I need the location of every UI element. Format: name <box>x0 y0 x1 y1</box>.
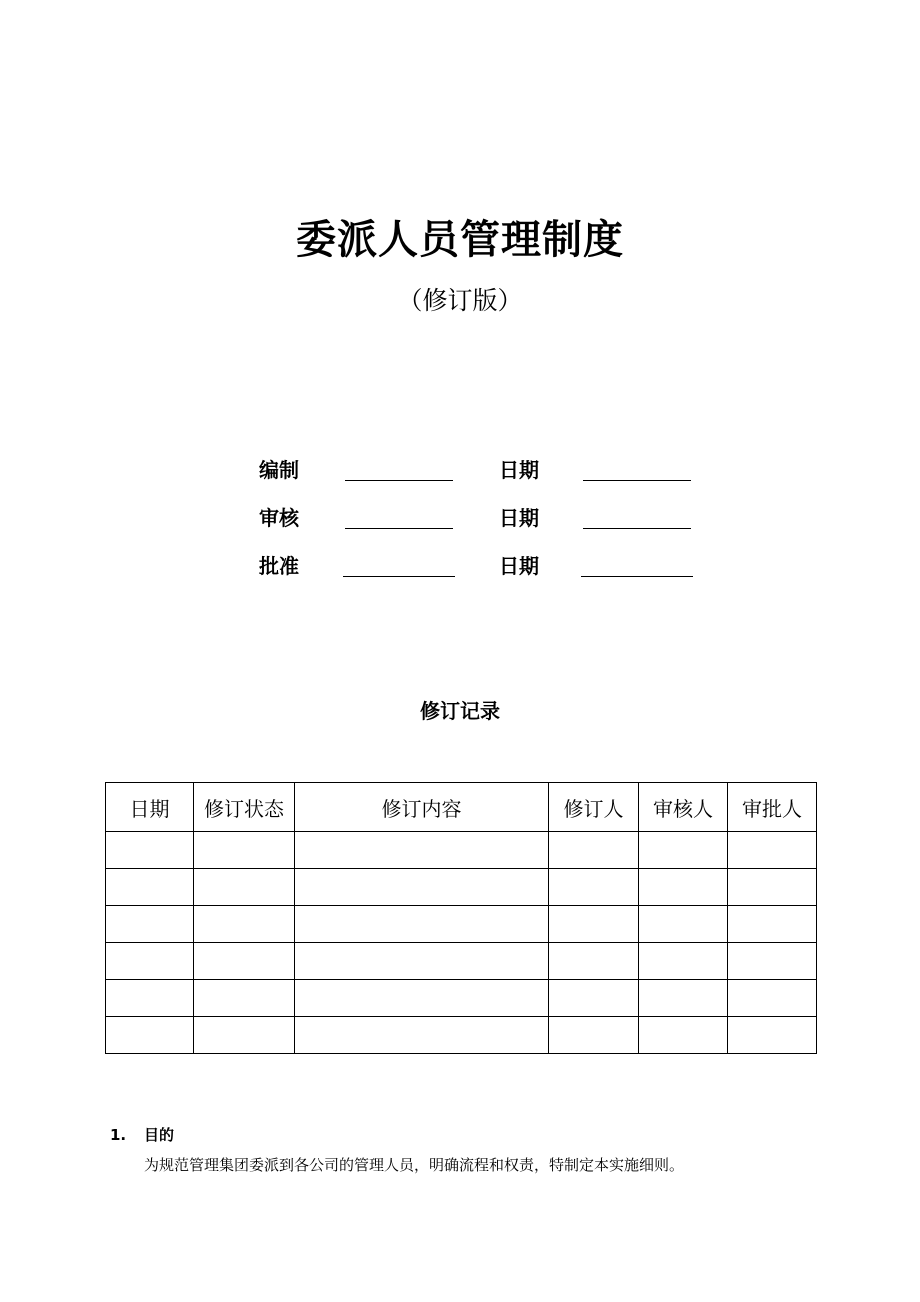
table-cell[interactable] <box>295 832 549 869</box>
table-cell[interactable] <box>194 943 295 980</box>
table-cell[interactable] <box>295 1017 549 1054</box>
revision-record-table <box>105 782 817 1054</box>
signoff-date-label: 日期 <box>499 458 539 482</box>
table-cell[interactable] <box>295 906 549 943</box>
signoff-date-line[interactable] <box>583 528 691 529</box>
table-cell[interactable] <box>194 869 295 906</box>
table-cell[interactable] <box>728 832 817 869</box>
signoff-signature-line[interactable] <box>345 528 453 529</box>
table-cell[interactable] <box>639 869 728 906</box>
signoff-role-label: 批准 <box>259 554 299 578</box>
column-header-reviewer: 审核人 <box>639 783 728 832</box>
signoff-row-compile <box>0 454 920 486</box>
column-header-content: 修订内容 <box>295 783 549 832</box>
table-cell[interactable] <box>106 906 194 943</box>
table-cell[interactable] <box>106 1017 194 1054</box>
table-cell[interactable] <box>295 980 549 1017</box>
table-cell[interactable] <box>194 832 295 869</box>
table-row <box>106 906 817 943</box>
table-cell[interactable] <box>549 980 639 1017</box>
table-cell[interactable] <box>728 906 817 943</box>
table-cell[interactable] <box>728 869 817 906</box>
table-cell[interactable] <box>194 980 295 1017</box>
column-header-date: 日期 <box>106 783 194 832</box>
signoff-date-label: 日期 <box>499 554 539 578</box>
column-header-status: 修订状态 <box>194 783 295 832</box>
section-heading-text: 目的 <box>144 1126 175 1144</box>
signoff-date-line[interactable] <box>583 480 691 481</box>
table-cell[interactable] <box>106 869 194 906</box>
table-cell[interactable] <box>639 1017 728 1054</box>
signoff-signature-line[interactable] <box>345 480 453 481</box>
table-cell[interactable] <box>106 943 194 980</box>
section-body-text: 为规范管理集团委派到各公司的管理人员，明确流程和权责，特制定本实施细则。 <box>144 1156 685 1174</box>
table-cell[interactable] <box>106 980 194 1017</box>
document-title: 委派人员管理制度 <box>296 216 624 263</box>
table-cell[interactable] <box>639 906 728 943</box>
section-heading <box>110 1124 174 1146</box>
table-cell[interactable] <box>194 1017 295 1054</box>
table-row <box>106 832 817 869</box>
table-cell[interactable] <box>194 906 295 943</box>
signoff-date-line[interactable] <box>581 576 693 577</box>
table-cell[interactable] <box>549 832 639 869</box>
table-cell[interactable] <box>728 1017 817 1054</box>
table-cell[interactable] <box>728 980 817 1017</box>
column-header-reviser: 修订人 <box>549 783 639 832</box>
table-cell[interactable] <box>549 906 639 943</box>
table-cell[interactable] <box>295 943 549 980</box>
table-row <box>106 943 817 980</box>
section-number: 1. <box>110 1126 127 1144</box>
signoff-date-label: 日期 <box>499 506 539 530</box>
table-cell[interactable] <box>728 943 817 980</box>
table-cell[interactable] <box>639 832 728 869</box>
document-subtitle: （修订版） <box>397 286 523 315</box>
table-cell[interactable] <box>106 832 194 869</box>
revision-record-title: 修订记录 <box>420 699 500 723</box>
table-cell[interactable] <box>639 980 728 1017</box>
signoff-role-label: 审核 <box>259 506 299 530</box>
signoff-role-label: 编制 <box>259 458 299 482</box>
signoff-signature-line[interactable] <box>343 576 455 577</box>
signoff-row-approve <box>0 550 920 582</box>
table-row <box>106 869 817 906</box>
table-cell[interactable] <box>549 943 639 980</box>
table-cell[interactable] <box>295 869 549 906</box>
column-header-approver: 审批人 <box>728 783 817 832</box>
signoff-row-review <box>0 502 920 534</box>
table-cell[interactable] <box>549 1017 639 1054</box>
table-cell[interactable] <box>639 943 728 980</box>
table-row <box>106 1017 817 1054</box>
table-row <box>106 980 817 1017</box>
table-header-row <box>106 783 817 832</box>
table-cell[interactable] <box>549 869 639 906</box>
